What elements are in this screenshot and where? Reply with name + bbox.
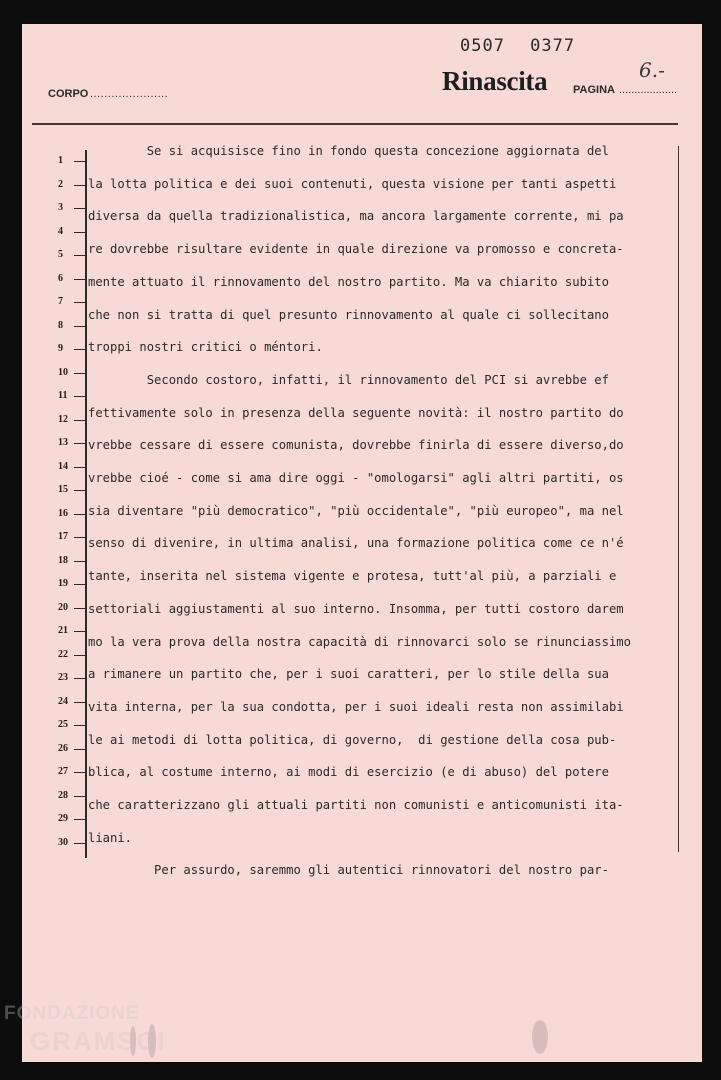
- line-tick: [74, 208, 86, 209]
- line-number: [58, 697, 86, 707]
- line-number-label: 4: [58, 225, 63, 237]
- line-number-label: 14: [58, 460, 68, 472]
- line-tick: [74, 608, 86, 609]
- line-number: [58, 720, 86, 730]
- line-number-label: 28: [58, 789, 68, 801]
- line-tick: [74, 185, 86, 186]
- masthead-rinascita: Rinascita: [442, 66, 548, 96]
- body-line: Se si acquisisce fino in fondo questa concezione aggiornata del: [88, 144, 609, 158]
- line-number-label: 30: [58, 836, 68, 848]
- line-tick: [74, 490, 86, 491]
- line-number: [58, 744, 86, 754]
- line-number: [58, 650, 86, 660]
- line-number-label: 12: [58, 413, 68, 425]
- line-number: [58, 321, 86, 331]
- line-number-label: 10: [58, 366, 68, 378]
- body-line: tante, inserita nel sistema vigente e protesa, tutt'al più, a parziali e: [88, 569, 617, 584]
- line-number: [58, 626, 86, 636]
- body-line: senso di divenire, in ultima analisi, una formazione politica come ce n'é: [88, 536, 624, 551]
- line-number-label: 5: [58, 249, 63, 260]
- line-tick: [74, 537, 86, 538]
- line-number: [58, 391, 86, 401]
- pagina-field: ...................: [619, 84, 678, 96]
- body-line: mo la vera prova della nostra capacità di rinnovarci solo se rinunciassimo: [88, 634, 631, 649]
- line-number: [58, 156, 86, 166]
- body-line: la lotta politica e dei suoi contenuti, questa visione per tanti aspetti: [88, 176, 617, 191]
- line-tick: [74, 843, 86, 844]
- line-number: [58, 532, 86, 542]
- body-line: vita interna, per la sua condotta, per i suoi ideali resta non assimilabi: [88, 699, 624, 714]
- line-number-label: 11: [58, 390, 68, 401]
- line-number: [58, 344, 86, 354]
- line-tick: [74, 631, 86, 632]
- body-line: fettivamente solo in presenza della seguente novità: il nostro partito do: [88, 405, 624, 420]
- line-number-label: 29: [58, 813, 68, 824]
- line-tick: [74, 232, 86, 233]
- body-line: blica, al costume interno, ai modi di esercizio (e di abuso) del potere: [88, 765, 609, 780]
- body-line: settoriali aggiustamenti al suo interno. Insomma, per tutti costoro darem: [88, 601, 624, 616]
- line-number: [58, 438, 86, 448]
- line-number-label: 1: [58, 155, 63, 166]
- line-tick: [74, 255, 86, 256]
- line-tick: [74, 302, 86, 303]
- document-number: 0507 0377: [460, 36, 576, 56]
- line-tick: [74, 772, 86, 773]
- watermark-fondazione: FONDAZIONE: [4, 1003, 140, 1024]
- line-tick: [74, 561, 86, 562]
- line-number: [58, 368, 86, 378]
- line-number: [58, 509, 86, 519]
- ink-smudge: [532, 1020, 548, 1054]
- line-tick: [74, 725, 86, 726]
- line-number-label: 27: [58, 766, 68, 777]
- line-tick: [74, 796, 86, 797]
- line-number-label: 13: [58, 437, 68, 448]
- line-tick: [74, 584, 86, 585]
- line-number-label: 8: [58, 319, 63, 331]
- line-tick: [74, 819, 86, 820]
- line-number: [58, 603, 86, 613]
- watermark-gramsci: GRAMSCI: [30, 1026, 167, 1056]
- line-number: [58, 791, 86, 801]
- line-number-label: 7: [58, 296, 63, 307]
- body-line: che non si tratta di quel presunto rinnovamento al quale ci sollecitano: [88, 307, 609, 322]
- line-number: [58, 767, 86, 777]
- line-number-label: 15: [58, 484, 68, 495]
- line-tick: [74, 749, 86, 750]
- line-number: [58, 579, 86, 589]
- line-tick: [74, 420, 86, 421]
- line-number-label: 9: [58, 343, 63, 354]
- header-rule: [32, 123, 678, 125]
- line-number: [58, 673, 86, 683]
- line-tick: [74, 326, 86, 327]
- line-number-label: 18: [58, 554, 68, 566]
- pagina-label: PAGINA: [573, 84, 615, 96]
- body-line: a rimanere un partito che, per i suoi caratteri, per lo stile della sua: [88, 667, 609, 682]
- line-number: [58, 462, 86, 472]
- body-line: vrebbe cessare di essere comunista, dovrebbe finirla di essere diverso,do: [88, 438, 624, 453]
- line-number-label: 21: [58, 625, 68, 636]
- line-number: [58, 297, 86, 307]
- line-number: [58, 814, 86, 824]
- line-tick: [74, 514, 86, 515]
- line-tick: [74, 161, 86, 162]
- line-tick: [74, 443, 86, 444]
- line-tick: [74, 279, 86, 280]
- body-line: Secondo costoro, infatti, il rinnovamento del PCI si avrebbe ef: [88, 372, 609, 387]
- line-number-label: 19: [58, 578, 68, 589]
- line-tick: [74, 373, 86, 374]
- line-number: [58, 415, 86, 425]
- body-line: che caratterizzano gli attuali partiti non comunisti e anticomunisti ita-: [88, 798, 624, 812]
- line-number: [58, 838, 86, 848]
- line-number-label: 22: [58, 648, 68, 660]
- corpo-label: CORPO: [48, 88, 89, 100]
- body-line: re dovrebbe risultare evidente in quale direzione va promosso e concreta-: [88, 242, 624, 257]
- line-number-label: 20: [58, 601, 68, 613]
- line-tick: [74, 467, 86, 468]
- line-number: [58, 556, 86, 566]
- body-line: mente attuato il rinnovamento del nostro partito. Ma va chiarito subito: [88, 274, 609, 289]
- line-number: [58, 485, 86, 495]
- line-tick: [74, 349, 86, 350]
- line-number: [58, 203, 86, 213]
- body-line: sia diventare "più democratico", "più occidentale", "più europeo", ma nel: [88, 503, 624, 518]
- line-number-label: 24: [58, 695, 68, 707]
- body-line: Per assurdo, saremmo gli autentici rinnovatori del nostro par-: [88, 863, 609, 878]
- body-line: troppi nostri critici o méntori.: [88, 340, 323, 355]
- line-number: [58, 250, 86, 260]
- line-number-label: 26: [58, 742, 68, 754]
- line-number: [58, 180, 86, 190]
- body-line: le ai metodi di lotta politica, di governo, di gestione della cosa pub-: [88, 732, 617, 747]
- line-number: [58, 274, 86, 284]
- line-tick: [74, 396, 86, 397]
- line-number-label: 3: [58, 202, 63, 213]
- line-tick: [74, 678, 86, 679]
- line-number-label: 6: [58, 272, 63, 284]
- line-tick: [74, 655, 86, 656]
- document-page: [22, 24, 702, 1062]
- line-number: [58, 227, 86, 237]
- handwritten-page-number: 6.-: [639, 58, 665, 82]
- line-number-label: 2: [58, 178, 63, 190]
- line-number-label: 23: [58, 672, 68, 683]
- line-number-label: 25: [58, 719, 68, 730]
- line-tick: [74, 702, 86, 703]
- body-line: vrebbe cioé - come si ama dire oggi - "omologarsi" agli altri partiti, os: [88, 471, 624, 485]
- line-number-label: 16: [58, 507, 68, 519]
- line-number-label: 17: [58, 531, 68, 542]
- body-line: diversa da quella tradizionalistica, ma ancora largamente corrente, mi pa: [88, 209, 624, 224]
- corpo-field: ......................: [90, 88, 169, 100]
- body-line: liani.: [88, 830, 133, 845]
